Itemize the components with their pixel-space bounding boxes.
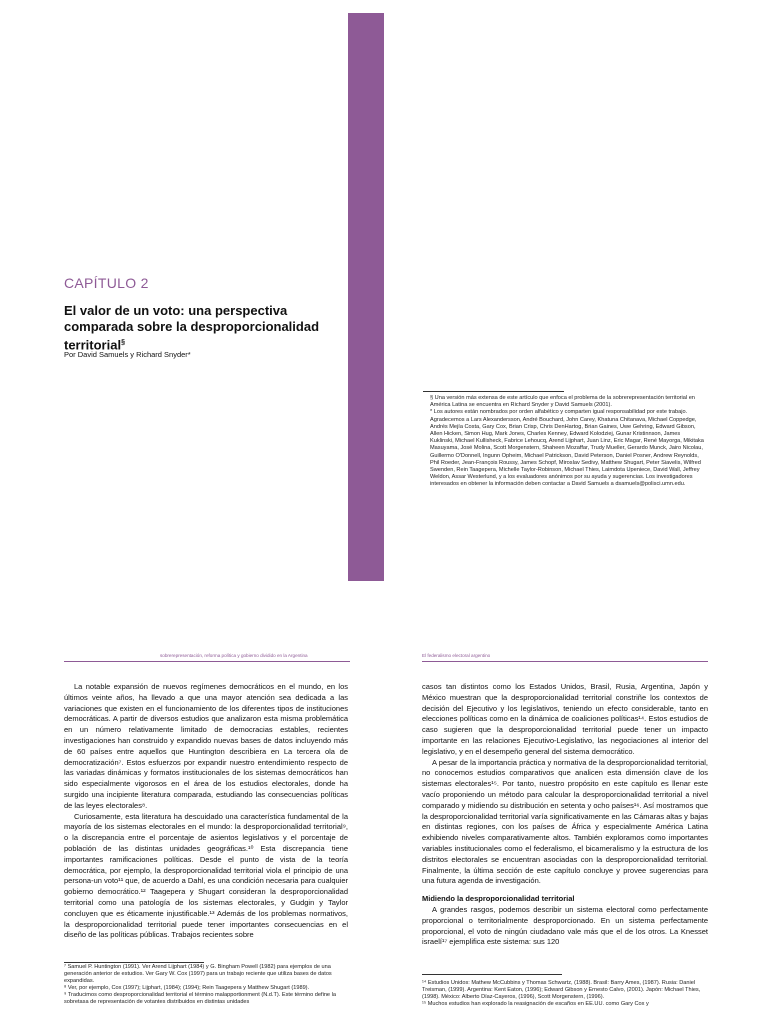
chapter-footnotes xyxy=(430,395,705,489)
footnote-text: * Los autores están nombrados por orden alfabético y comparten igual responsabilidad por este trabajo. xyxy=(430,409,688,416)
body-paragraph: A pesar de la importancia práctica y normativa de la desproporcionalidad territorial, no conocemos estudios comparativos que analicen esta dimensión clave de los sistemas electorales¹⁵. Por tanto, nuestro propósito en este capítulo es llenar este vacío proponiendo un método para calcular la desproporcionalidad territorial a nivel comparado y midiendo su distribución en setenta y ocho países¹⁶. Así mostramos que la desproporcionalidad territorial varía significativamente en las Cámaras altas y bajas en distintas regiones, con los países de África y especialmente América Latina exhibiendo niveles comparativamente altos. También exploramos como importantes variables institucionales como el federalismo, el bicameralismo y la estructura de los distritos electorales se encuentran asociadas con la desproporcionalidad territorial. Finalmente, la última sección de este capítulo concluye y provee sugerencias para una futura agenda de investigación. xyxy=(422,757,708,886)
footnotes-right xyxy=(422,980,708,1008)
footnote-rule xyxy=(423,391,564,392)
header-rule-right xyxy=(422,661,708,662)
footnotes-left xyxy=(64,964,348,1007)
chapter-authors: Por David Samuels y Richard Snyder* xyxy=(64,350,191,359)
footnote-text: ¹⁵ Muchos estudios han explorado la reasignación de escaños en EE.UU. como Gary Cox y xyxy=(422,1001,649,1008)
header-rule-left xyxy=(64,661,350,662)
chapter-title xyxy=(64,303,344,353)
running-header-left: sobrerepresentación, reforma política y gobierno dividido en la Argentina xyxy=(160,653,308,658)
body-paragraph: casos tan distintos como los Estados Unidos, Brasil, Rusia, Argentina, Japón y México muestran que la desproporcionalidad territorial constriñe los contextos de decisión del Ejecutivo y los legislativos, teniendo un efecto considerable, tanto en elecciones políticas como en la dinámica de coaliciones políticas¹⁴. Estos estudios de caso sugieren que la desproporcionalidad territorial puede tener un impacto importante en las relaciones Ejecutivo-Legislativo, las negociaciones al interior del legislativo, y en el desempeño general del sistema democrático. xyxy=(422,682,708,756)
chapter-title-footnote-mark: § xyxy=(121,339,125,346)
running-header-right: El federalismo electoral argentino xyxy=(422,653,491,658)
footnote-text: Agradecemos a Lars Alexandersson, André Bouchard, John Carey, Khatuna Chitanava, Michael Coppedge, Andrés Mejía Costa, Gary Cox, Brian Crisp, Chris DenHartog, Brian Gaines, Uwe Gehring, Edward Gibson, Allen Hicken, Simon Hug, Mark Jones, Charles Kenney, Edward Kolodziej, Gunar Kristinnson, James Kuklinski, Michael Kullisheck, Fabrice Lehoucq, Arend Lijphart, Juan Linz, Eric Magar, René Mayorga, Mikitaka Masuyama, José Molina, Scott Morgenstern, Shaheen Mozaffar, Trudy Mueller, Gerardo Munck, Jairo Nicolau, Guillermo O'Donnell, Ingunn Opheim, Michael Patrickson, David Peterson, Daniel Posner, Andrew Reynolds, Phil Roeder, Jean-François Roussy, James Schopf, Miroslav Sedivy, Matthew Shugart, Peter Siavelis, Wilfred Swenden, Rein Taagepera, Michelle Taylor-Robinson, Michael Thies, Laimdota Upeniece, David Wall, Jeffrey Weldon, Assar Westerlund, y a los evaluadores anónimos por su ayuda y sugerencias. Los investigadores interesados en obtener la información deben contactar a David Samuels a dsamuels@polisci.umn.edu. xyxy=(430,416,704,488)
purple-accent-bar xyxy=(348,13,384,581)
body-column-right xyxy=(422,682,708,948)
body-paragraph: A grandes rasgos, podemos describir un sistema electoral como perfectamente proporcional o territorialmente desproporcionado. En un sistema perfectamente proporcional, el voto de ningún ciudadano vale más que el de los otros. La Knesset israelí¹⁷ ejemplifica este sistema: sus 120 xyxy=(422,904,708,947)
footnote-separator-left xyxy=(64,962,204,963)
chapter-title-text: El valor de un voto: una perspectiva comparada sobre la desproporcionalidad territorial xyxy=(64,303,320,353)
footnote-text: ⁹ Traducimos como desproporcionalidad territorial el término malapportionment (N.d.T). Este término define la sobretasa de representación de votantes distribuidos en distintas unidades xyxy=(64,992,336,1006)
footnote-separator-right xyxy=(422,974,562,975)
footnote-text: ⁸ Ver, por ejemplo, Cox (1997); Lijphart, (1984); (1994); Rein Taagepera y Matthew Shugart (1989). xyxy=(64,985,310,992)
footnote-text: ⁷ Samuel P. Huntington (1991). Ver Arend Lijphart (1984) y G. Bingham Powell (1982) para ejemplos de una generación anterior de estudios. Ver Gary W. Cox (1997) para un trabajo reciente que utiliza bases de datos expandidas. xyxy=(64,964,332,985)
body-column-left xyxy=(64,682,348,941)
body-paragraph: La notable expansión de nuevos regímenes democráticos en el mundo, en los últimos veinte años, ha llevado a que una mayor atención sea dedicada a las variaciones que existen en el funcionamiento de los diferentes tipos de instituciones democráticas. A partir de diversos estudios que analizaron esta misma problemática en un número relativamente limitado de democracias estables, recientes investigaciones han construido y expandido nuevas bases de datos incluyendo más de 60 países entre aquellos que Huntington describiera en La tercera ola de democratización⁷. Estos esfuerzos por expandir nuestro entendimiento respecto de las variadas dinámicas y formatos institucionales de los sistemas democráticos han sido especialmente vigorosos en el área de los estudios electorales, donde ha surgido una incipiente literatura comparada, estudiando las consecuencias políticas de las leyes electorales⁸. xyxy=(64,682,348,810)
footnote-text: § Una versión más extensa de este artículo que enfoca el problema de la sobrerepresentación territorial en América Latina se encuentra en Richard Snyder y David Samuels (2001). xyxy=(430,395,695,409)
chapter-label: CAPÍTULO 2 xyxy=(64,275,149,291)
body-paragraph: Curiosamente, esta literatura ha descuidado una característica fundamental de la mayoría de los sistemas electorales en el mundo: la desproporcionalidad territorial⁹, o la discrepancia entre el porcentaje de asientos legislativos y el porcentaje de población de las distintas unidades geográficas.¹⁰ Esta discrepancia tiene importantes ramificaciones políticas. Desde el punto de vista de la teoría democrática, por ejemplo, la desproporcionalidad territorial viola el principio de una persona-un voto¹¹ que, de acuerdo a Dahl, es una condición necesaria para cualquier gobierno democrático.¹² Taagepera y Shugart consideran la desproporcionalidad territorial como una patología de los sistemas electorales, y Gudgin y Taylor concluyen que es éticamente injustificable.¹³ Además de los problemas normativos, la desproporcionalidad territorial puede tener importantes consecuencias en el diseño de las políticas públicas. Trabajos recientes sobre xyxy=(64,811,348,940)
section-heading: Midiendo la desproporcionalidad territorial xyxy=(422,894,575,904)
footnote-text: ¹⁴ Estudios Unidos: Mathew McCubbins y Thomas Schwartz, (1988). Brasil: Barry Ames, (1987). Rusia: Daniel Treisman, (1999). Argentina: Kent Eaton, (1996); Edward Gibson y Ernesto Calvo, (2001). Japón: Michael Thies, (1998). México: Alberto Díaz-Cayeros, (1996), Scott Morgenstern, (1996). xyxy=(422,980,701,1001)
